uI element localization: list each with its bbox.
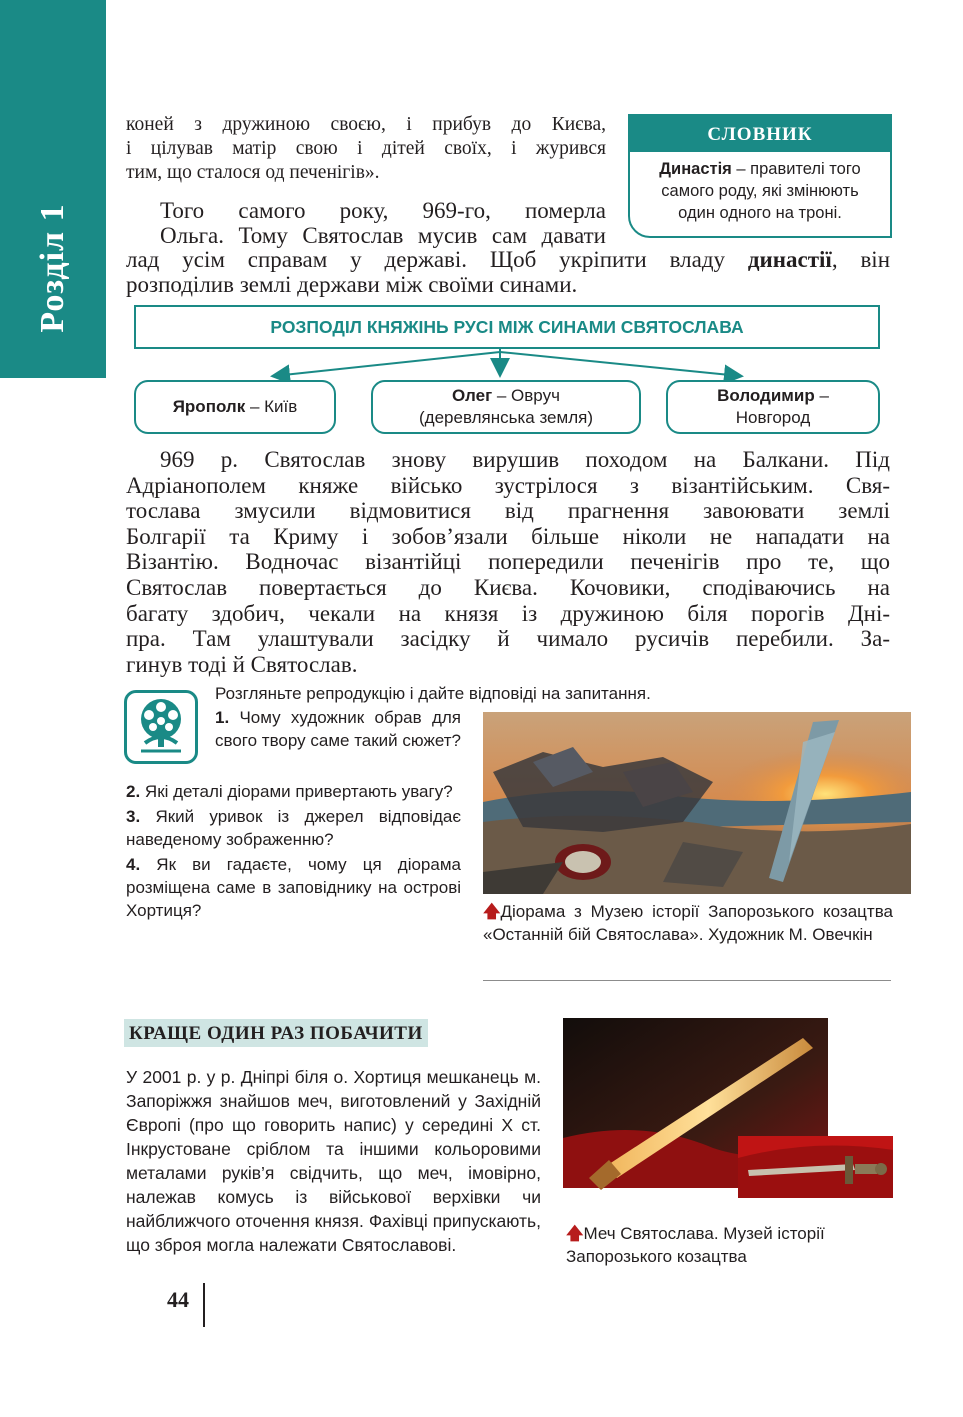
paragraph-2 — [126, 447, 890, 677]
quote-line: і цілував матір свою і дітей своїх, і журився — [126, 138, 606, 159]
paragraph-line: Візантію. Водночас візантійці попередили печенігів про те, що — [126, 549, 890, 575]
tree-icon — [124, 690, 198, 764]
paragraph-line: Болгарії та Криму і зобов’язали більше ніколи не нападати на — [126, 523, 890, 549]
task-1: 1. Чому художник обрав для свого твору саме такий сюжет? — [215, 708, 461, 750]
sword-image — [563, 1018, 893, 1203]
definition-line: – правителі того — [731, 160, 861, 178]
caption-text: Діорама з Музею історії Запорозького козацтва «Останній бій Святослава». Художник М. Овечкін — [483, 902, 893, 944]
sword-caption — [566, 1222, 886, 1268]
quote-line: тим, що сталося од печенігів». — [126, 162, 380, 183]
caption-text: Меч Святослава. Музей історії Запорозького козацтва — [566, 1224, 825, 1266]
page-number: 44 — [167, 1287, 189, 1312]
definition-line: самого роду, які змінюють — [661, 182, 859, 200]
arrow-up-icon: 🡅 — [483, 902, 501, 921]
paragraph-line: Ольга. Тому Святослав мусив сам давати — [160, 223, 606, 248]
paragraph-line: лад усім справам у державі. Щоб укріпити владу династії, він — [126, 247, 890, 272]
scheme-box-oleg: Олег – Овруч (деревлянська земля) — [371, 380, 641, 434]
term-dynasty: династії — [747, 247, 832, 272]
task-4: 4. Як ви гадаєте, чому ця діорама розміщена саме в заповіднику на острові Хортиця? — [126, 855, 461, 920]
diorama-caption — [483, 900, 893, 946]
page-number-divider — [203, 1283, 205, 1327]
diorama-image — [483, 712, 911, 894]
paragraph-line: тослава змусили відмовитися від прагнення завоювати землі — [126, 498, 890, 524]
divider — [483, 980, 891, 981]
quote-line: коней з дружиною своєю, і прибув до Києва, — [126, 114, 606, 135]
paragraph-line: багату здобич, чекали на князя із дружиною біля порогів Дні- — [126, 600, 890, 626]
scheme-title: РОЗПОДІЛ КНЯЖІНЬ РУСІ МІЖ СИНАМИ СВЯТОСЛАВА — [134, 305, 880, 349]
paragraph-line: пра. Там улаштували засідку й чимало русичів перебили. За- — [126, 626, 890, 652]
paragraph-line: Адріанополем княже військо зустрілося з візантійським. Свя- — [126, 472, 890, 498]
section-tab-label: Розділ 1 — [34, 203, 71, 333]
arrow-up-icon: 🡅 — [566, 1224, 584, 1243]
section-text: У 2001 р. у р. Дніпрі біля о. Хортиця мешканець м. Запоріжжя знайшов меч, виготовлений у Західній Європі (про що говорить напис) у середині Х ст. Інкрустоване сріблом та іншими кольоровими металами руків’я свідчить, що меч, імовірно, належав комусь із військової верхівки чи найближчого оточення князя. Фахівці припускають, що зброя могла належати Святославові. — [126, 1067, 541, 1255]
dictionary-term: Династія — [659, 160, 732, 178]
paragraph-line: 969 р. Святослав знову вирушив походом на Балкани. Під — [160, 447, 890, 472]
paragraph-line: розподілив землі держави між своїми синами. — [126, 272, 578, 297]
paragraph-line: Того самого року, 969-го, померла — [160, 198, 606, 223]
tasks-list — [126, 780, 461, 924]
scheme-box-volodymyr: Володимир – Новгород — [666, 380, 880, 434]
task-3: 3. Який уривок із джерел відповідає наведеному зображенню? — [126, 807, 461, 849]
paragraph-line: Святослав повертається до Києва. Кочовики, сподіваючись на — [126, 574, 890, 600]
task-2: 2. Які деталі діорами привертають увагу? — [126, 782, 453, 801]
paragraph-line: гинув тоді й Святослав. — [126, 651, 358, 677]
section-heading: КРАЩЕ ОДИН РАЗ ПОБАЧИТИ — [124, 1019, 428, 1047]
tasks-intro: Розгляньте репродукцію і дайте відповіді на запитання. — [215, 684, 651, 703]
dictionary-title: СЛОВНИК — [630, 116, 890, 152]
definition-line: один одного на троні. — [678, 204, 842, 222]
scheme-box-yaropolk: Ярополк – Київ — [134, 380, 336, 434]
scheme-arrows — [0, 0, 963, 420]
